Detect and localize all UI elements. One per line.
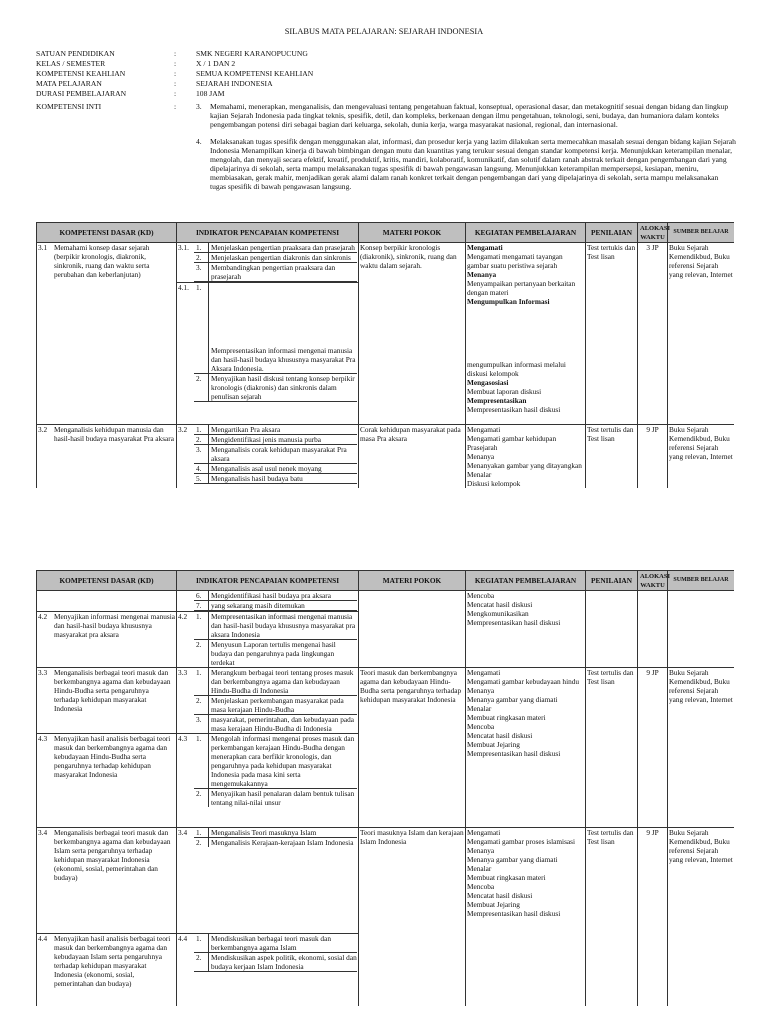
sumber-belajar: Buku Sejarah Kemendikbud, Buku referensi Sejarah yang relevan, Internet bbox=[668, 243, 735, 425]
meta-colon: : bbox=[174, 59, 177, 68]
kegiatan-list bbox=[467, 591, 584, 627]
indicator-item-text: Menganalisis Teori masuknya Islam bbox=[211, 828, 317, 837]
kegiatan-item: Mempresentasikan bbox=[467, 396, 527, 405]
indicator-number: 3.2 bbox=[178, 425, 188, 434]
indicator-item-text: Mempresentasikan informasi mengenai manusia dan hasil-hasil budaya khususnya masyarakat Pra Aksara Indonesia. bbox=[211, 346, 356, 373]
indicator-item-text: Menganalisis hasil budaya batu bbox=[211, 474, 303, 483]
indicator-item-number: 2. bbox=[194, 640, 209, 667]
indicator-item-number: 2. bbox=[194, 253, 209, 262]
kegiatan-item: Membuat ringkasan materi bbox=[467, 873, 546, 882]
kd-text: Memahami konsep dasar sejarah (berpikir kronologis, diakronik, sinkronik, ruang dan waktu serta perubahan dan keberlanjutan) bbox=[54, 243, 150, 279]
indicator-number: 3.1. bbox=[178, 243, 189, 252]
indicator-item-number: 3. bbox=[194, 263, 209, 281]
materi-pokok: Teori masuknya Islam dan kerajaan Islam Indonesia bbox=[359, 828, 466, 1006]
indicator-item bbox=[194, 374, 357, 402]
indicator-item-number: 5. bbox=[194, 474, 209, 483]
penilaian: Test tertulis dan Test lisan bbox=[586, 425, 638, 489]
indicator-item-number: 2. bbox=[194, 953, 209, 971]
indicator-item-number: 1. bbox=[194, 828, 209, 837]
kompetensi-inti bbox=[36, 102, 736, 212]
indicator-number: 4.2 bbox=[178, 612, 188, 621]
ki-item bbox=[196, 137, 736, 191]
kegiatan-item: Membuat Jejaring bbox=[467, 740, 520, 749]
kegiatan-item: Mengkomunikasikan bbox=[467, 609, 529, 618]
indicator-item bbox=[194, 612, 357, 640]
kegiatan-item: Mengasosiasi bbox=[467, 378, 509, 387]
ki-num: 3. bbox=[196, 102, 202, 111]
kegiatan-item: Mengamati bbox=[467, 425, 501, 434]
meta-row bbox=[36, 79, 736, 89]
indicator-item-number: 2. bbox=[194, 374, 209, 401]
indicator-item-text: Menganalisis corak kehidupan masyarakat Pra aksara bbox=[211, 445, 347, 463]
indicator-item bbox=[194, 734, 357, 789]
kegiatan-item: Mengamati bbox=[467, 243, 503, 252]
table-row bbox=[37, 243, 735, 283]
kegiatan-item: Mencatat hasil diskusi bbox=[467, 891, 533, 900]
sumber-belajar: Buku Sejarah Kemendikbud, Buku referensi Sejarah yang relevan, Internet bbox=[668, 425, 735, 489]
kegiatan-item: Membuat ringkasan materi bbox=[467, 713, 546, 722]
kd-text: Menganalisis kehidupan manusia dan hasil-hasil budaya masyarakat Pra aksara bbox=[54, 425, 174, 443]
kegiatan-list bbox=[467, 425, 584, 488]
indicator-item-number: 2. bbox=[194, 789, 209, 807]
indicator-item bbox=[194, 934, 357, 953]
kegiatan-item: Mencatat hasil diskusi bbox=[467, 600, 533, 609]
kegiatan-list bbox=[467, 668, 584, 758]
kegiatan-item: Mencoba bbox=[467, 591, 495, 600]
ki-item bbox=[196, 102, 736, 129]
kegiatan-item: Mengamati bbox=[467, 668, 501, 677]
indicator-item-number: 1. bbox=[194, 668, 209, 695]
document-title: SILABUS MATA PELAJARAN: SEJARAH INDONESIA bbox=[284, 27, 484, 36]
indicator-item bbox=[194, 838, 357, 847]
kd-text: Menyajikan hasil analisis berbagai teori masuk dan berkembangnya agama dan kebudayaan Hindu-Budha serta pengaruhnya terhadap kehidupan masyarakat Indonesia bbox=[54, 734, 171, 779]
header-kegiatan: KEGIATAN PEMBELAJARAN bbox=[466, 223, 586, 243]
meta-colon: : bbox=[174, 79, 177, 88]
table-row bbox=[37, 425, 735, 489]
indicator-item-text: Menyajikan hasil penalaran dalam bentuk tulisan tentang nilai-nilai unsur bbox=[211, 789, 355, 807]
kegiatan-item: Mengamati bbox=[467, 828, 501, 837]
kegiatan-item: Mengamati gambar kebudayaan hindu bbox=[467, 677, 580, 686]
indicator-item-text: Merangkum berbagai teori tentang proses masuk dan berkembangnya agama dan kebudayaan Hindu-Budha di Indonesia bbox=[211, 668, 354, 695]
kd-number: 4.3 bbox=[38, 734, 48, 743]
meta-value: SMK NEGERI KARANOPUCUNG bbox=[196, 49, 308, 58]
indicator-item-text: Mengartikan Pra aksara bbox=[211, 425, 281, 434]
materi-pokok: Corak kehidupan masyarakat pada masa Pra aksara bbox=[359, 425, 466, 489]
alokasi-waktu: 9 JP bbox=[638, 425, 668, 489]
indicator-item-number: 1. bbox=[194, 734, 209, 788]
kegiatan-item: Menanya gambar yang diamati bbox=[467, 855, 558, 864]
kd-text: Menyajikan informasi mengenai manusia dan hasil-hasil budaya khususnya masyarakat pra aksara bbox=[54, 612, 175, 639]
indicator-item-number: 3. bbox=[194, 715, 209, 733]
kd-number: 4.2 bbox=[38, 612, 48, 621]
ki-label: KOMPETENSI INTI bbox=[36, 102, 102, 111]
kegiatan-list bbox=[467, 243, 584, 414]
penilaian: Test tertulis dan Test lisan bbox=[586, 668, 638, 828]
header-kegiatan: KEGIATAN PEMBELAJARAN bbox=[466, 571, 586, 591]
indicator-item bbox=[194, 445, 357, 464]
kegiatan-item: Menanya bbox=[467, 686, 495, 695]
indicator-number: 4.4 bbox=[178, 934, 188, 943]
indicator-item-text: masyarakat, pemerintahan, dan kebudayaan pada masa kerajaan Hindu-Budha di Indonesia bbox=[211, 715, 355, 733]
indicator-number: 4.3 bbox=[178, 734, 188, 743]
indicator-item-text: Menyusun Laporan tertulis mengenai hasil budaya dan pengaruhnya pada lingkungan terdekat bbox=[211, 640, 336, 667]
table-row bbox=[37, 668, 735, 734]
header-penilaian: PENILAIAN bbox=[586, 571, 638, 591]
meta-row bbox=[36, 89, 736, 99]
meta-value: X / 1 DAN 2 bbox=[196, 59, 236, 68]
header-kd: KOMPETENSI DASAR (KD) bbox=[37, 571, 177, 591]
indicator-item-number: 1. bbox=[194, 425, 209, 434]
kd-number: 3.4 bbox=[38, 828, 48, 837]
kegiatan-item: Mempresentasikan hasil diskusi bbox=[467, 909, 561, 918]
header-indikator: INDIKATOR PENCAPAIAN KOMPETENSI bbox=[177, 571, 359, 591]
kegiatan-item: Menanya bbox=[467, 846, 495, 855]
kegiatan-item: Mencoba bbox=[467, 882, 495, 891]
meta-value: SEMUA KOMPETENSI KEAHLIAN bbox=[196, 69, 314, 78]
indicator-item-text: Mendiskusikan aspek politik, ekonomi, sosial dan budaya kerjaan Islam Indonesia bbox=[211, 953, 357, 971]
kd-text: Menganalisis berbagai teori masuk dan berkembangnya agama dan kebudayaan Hindu-Budha serta pengaruhnya terhadap kehidupan masyarakat Indonesia bbox=[54, 668, 171, 713]
kegiatan-item: Menalar bbox=[467, 704, 492, 713]
indicator-item-number: 1. bbox=[194, 612, 209, 639]
kegiatan-item: Menalar bbox=[467, 864, 492, 873]
kegiatan-item: Mengumpulkan Informasi bbox=[467, 297, 550, 306]
kd-number: 4.4 bbox=[38, 934, 48, 943]
kegiatan-item: Membuat laporan diskusi bbox=[467, 387, 542, 396]
indicator-item bbox=[194, 715, 357, 733]
indicator-item bbox=[194, 601, 357, 611]
kegiatan-list bbox=[467, 828, 584, 918]
indicator-item-text: yang sekarang masih ditemukan bbox=[211, 601, 305, 610]
meta-label: SATUAN PENDIDIKAN bbox=[36, 49, 115, 58]
kegiatan-item: Mempresentasikan hasil diskusi bbox=[467, 749, 561, 758]
meta-label: KELAS / SEMESTER bbox=[36, 59, 106, 68]
kd-text: Menganalisis berbagai teori masuk dan berkembangnya agama dan kebudayaan Islam serta pengaruhnya terhadap kehidupan masyarakat Indonesia (ekonomi, sosial, pemerintahan dan budaya) bbox=[54, 828, 171, 882]
header-penilaian: PENILAIAN bbox=[586, 223, 638, 243]
indicator-item-text: Menjelaskan pengertian diakronis dan sinkronis bbox=[211, 253, 351, 262]
indicator-item bbox=[194, 591, 357, 601]
table-row bbox=[37, 828, 735, 934]
kd-text: Menyajikan hasil analisis berbagai teori masuk dan berkembangnya agama dan kebudayaan Islam serta pengaruhnya terhadap kehidupan masyarakat Indonesia (ekonomi, sosial, pemerintahan dan budaya) bbox=[54, 934, 171, 988]
kegiatan-item: Menanya gambar yang diamati bbox=[467, 695, 558, 704]
indicator-item bbox=[194, 464, 357, 474]
meta-colon: : bbox=[174, 89, 177, 98]
indicator-item-text: Menganalisis asal usul nenek moyang bbox=[211, 464, 322, 473]
kegiatan-item: Mengamati gambar proses islamisasi bbox=[467, 837, 576, 846]
indicator-number: 3.3 bbox=[178, 668, 188, 677]
meta-value: 108 JAM bbox=[196, 89, 225, 98]
penilaian: Test tertulis dan Test lisan bbox=[586, 828, 638, 1006]
materi-pokok: Konsep berpikir kronologis (diakronik), sinkronik, ruang dan waktu dalam sejarah. bbox=[359, 243, 466, 425]
syllabus-table-1 bbox=[36, 222, 734, 516]
indicator-item bbox=[194, 243, 357, 253]
header-materi: MATERI POKOK bbox=[359, 223, 466, 243]
kegiatan-item: Mencoba bbox=[467, 722, 495, 731]
indicator-item-number: 3. bbox=[194, 445, 209, 463]
kd-number: 3.2 bbox=[38, 425, 48, 434]
header-sumber: SUMBER BELAJAR bbox=[668, 223, 735, 243]
indicator-item bbox=[194, 828, 357, 838]
meta-label: DURASI PEMBELAJARAN bbox=[36, 89, 127, 98]
indicator-item bbox=[194, 789, 357, 807]
table-row bbox=[37, 591, 735, 612]
ki-num: 4. bbox=[196, 137, 202, 146]
table-header-row bbox=[37, 571, 735, 591]
alokasi-waktu: 9 JP bbox=[638, 828, 668, 1006]
kd-number: 3.1 bbox=[38, 243, 48, 252]
syllabus-meta bbox=[36, 49, 736, 99]
indicator-item bbox=[194, 953, 357, 972]
meta-value: SEJARAH INDONESIA bbox=[196, 79, 273, 88]
kegiatan-item: Mempresentasikan hasil diskusi bbox=[467, 618, 561, 627]
indicator-item bbox=[194, 425, 357, 435]
ki-text: Melaksanakan tugas spesifik dengan menggunakan alat, informasi, dan prosedur kerja yang lazim dilakukan serta memecahkan masalah sesuai dengan bidang kajian Sejarah Indonesia Menampilkan kinerja di bawah bimbingan dengan mutu dan kuantitas yang terukur sesuai dengan standar kompetensi kerja. Menunjukkan keterampilan menalar, mengolah, dan menyaji secara efektif, kreatif, produktif, kritis, mandiri, kolaboratif, komunikatif, dan solutif dalam ranah abstrak terkait dengan pengembangan dari yang dipelajarinya di sekolah, serta mampu melaksanakan tugas spesifik di bawah pengawasan langsung. Menunjukkan keterampilan mempersepsi, kesiapan, meniru, membiasakan, gerak mahir, menjadikan gerak alami dalam ranah konkret terkait dengan pengembangan dari yang dipelajarinya di sekolah, serta mampu melaksanakan tugas spesifik di bawah pengawasan langsung. bbox=[210, 137, 736, 191]
indicator-item-text: Mendiskusikan berbagai teori masuk dan berkembangnya agama Islam bbox=[211, 934, 331, 952]
kegiatan-item: Menanya bbox=[467, 270, 497, 279]
alokasi-waktu: 9 JP bbox=[638, 668, 668, 828]
kegiatan-item: Mencatat hasil diskusi bbox=[467, 731, 533, 740]
kegiatan-item: Mengamati gambar kehidupan Prasejarah bbox=[467, 434, 557, 452]
meta-row bbox=[36, 59, 736, 69]
indicator-item bbox=[194, 253, 357, 263]
indicator-item-text: Menyajikan hasil diskusi tentang konsep berpikir kronologis (diakronis) dan sinkronis dalam penulisan sejarah bbox=[211, 374, 355, 401]
syllabus-table-2 bbox=[36, 570, 734, 1024]
kegiatan-item: Diskusi kelompok bbox=[467, 479, 521, 488]
kegiatan-item: Membuat Jejaring bbox=[467, 900, 520, 909]
kegiatan-item: Menalar bbox=[467, 470, 492, 479]
meta-colon: : bbox=[174, 49, 177, 58]
header-indikator: INDIKATOR PENCAPAIAN KOMPETENSI bbox=[177, 223, 359, 243]
header-alokasi: ALOKASI WAKTU bbox=[638, 223, 668, 243]
sumber-belajar: Buku Sejarah Kemendikbud, Buku referensi Sejarah yang relevan, Internet bbox=[668, 828, 735, 1006]
meta-label: MATA PELAJARAN bbox=[36, 79, 102, 88]
meta-colon: : bbox=[174, 69, 177, 78]
indicator-item-text: Membandingkan pengertian praaksara dan prasejarah bbox=[211, 263, 336, 281]
indicator-item-number: 4. bbox=[194, 464, 209, 473]
ki-text: Memahami, menerapkan, menganalisis, dan mengevaluasi tentang pengetahuan faktual, konseptual, operasional dasar, dan metakognitif sesuai dengan bidang dan lingkup kajian Sejarah Indonesia pada tingkat teknis, spesifik, detil, dan kompleks, berkenaan dengan ilmu pengetahuan, teknologi, seni, budaya, dan humaniora dalam konteks pengembangan potensi diri sebagai bagian dari keluarga, sekolah, dunia kerja, warga masyarakat nasional, regional, dan internasional. bbox=[210, 102, 729, 129]
kd-number: 3.3 bbox=[38, 668, 48, 677]
meta-row bbox=[36, 49, 736, 59]
indicator-item-number: 1. bbox=[194, 283, 209, 373]
indicator-item bbox=[194, 283, 357, 374]
header-kd: KOMPETENSI DASAR (KD) bbox=[37, 223, 177, 243]
table-header-row bbox=[37, 223, 735, 243]
kegiatan-item: Menanyakan gambar yang ditayangkan bbox=[467, 461, 582, 470]
indicator-item-text: Menjelaskan pengertian praaksara dan prasejarah bbox=[211, 243, 355, 252]
kegiatan-item: Mempresentasikan hasil diskusi bbox=[467, 405, 561, 414]
indicator-item-text: Mempresentasikan informasi mengenai manusia dan hasil-hasil budaya khususnya masyarakat pra aksara Indonesia bbox=[211, 612, 356, 639]
indicator-item bbox=[194, 474, 357, 484]
kegiatan-item: Menanya bbox=[467, 452, 495, 461]
indicator-item bbox=[194, 696, 357, 715]
kegiatan-item: Mengamati mengamati tayangan gambar suatu peristiwa sejarah bbox=[467, 252, 563, 270]
indicator-item-number: 1. bbox=[194, 243, 209, 252]
indicator-item-text: Menjelaskan perkembangan masyarakat pada masa kerajaan Hindu-Budha bbox=[211, 696, 344, 714]
indicator-item bbox=[194, 435, 357, 445]
indicator-item-number: 2. bbox=[194, 838, 209, 847]
indicator-item-text: Mengidentifikasi jenis manusia purba bbox=[211, 435, 322, 444]
indicator-item-text: Menganalisis Kerajaan-kerajaan Islam Indonesia bbox=[211, 838, 354, 847]
indicator-item-text: Mengolah informasi mengenai proses masuk dan perkembangan kerajaan Hindu-Budha dengan menerapkan cara berfikir kronologis, dan pengaruhnya pada kehidupan masyarakat Indonesia pada masa kini serta mengemukakannya bbox=[211, 734, 355, 788]
header-sumber: SUMBER BELAJAR bbox=[668, 571, 735, 591]
indicator-number: 4.1. bbox=[178, 283, 189, 292]
indicator-item bbox=[194, 668, 357, 696]
indicator-item bbox=[194, 640, 357, 667]
indicator-number: 3.4 bbox=[178, 828, 188, 837]
indicator-item-number: 7. bbox=[194, 601, 209, 610]
meta-row bbox=[36, 69, 736, 79]
indicator-item-number: 1. bbox=[194, 934, 209, 952]
meta-label: KOMPETENSI KEAHLIAN bbox=[36, 69, 126, 78]
indicator-item-number: 2. bbox=[194, 696, 209, 714]
alokasi-waktu: 3 JP bbox=[638, 243, 668, 425]
penilaian: Test tertukis dan Test lisan bbox=[586, 243, 638, 425]
ki-colon: : bbox=[174, 102, 177, 111]
indicator-item-text: Mengidentifikasi hasil budaya pra aksara bbox=[211, 591, 331, 600]
header-materi: MATERI POKOK bbox=[359, 571, 466, 591]
indicator-item bbox=[194, 263, 357, 282]
sumber-belajar: Buku Sejarah Kemendikbud, Buku referensi Sejarah yang relevan, Internet bbox=[668, 668, 735, 828]
ki-list bbox=[196, 102, 736, 212]
kegiatan-item: mengumpulkan informasi melalui diskusi kelompok bbox=[467, 360, 566, 378]
indicator-item-number: 6. bbox=[194, 591, 209, 600]
indicator-item-number: 2. bbox=[194, 435, 209, 444]
kegiatan-item: Menyampaikan pertanyaan berkaitan dengan materi bbox=[467, 279, 576, 297]
header-alokasi: ALOKASI WAKTU bbox=[638, 571, 668, 591]
materi-pokok: Teori masuk dan berkembangnya agama dan kebudayaan Hindu-Budha serta pengaruhnya terhadap kehidupan masyarakat Indonesia bbox=[359, 668, 466, 828]
